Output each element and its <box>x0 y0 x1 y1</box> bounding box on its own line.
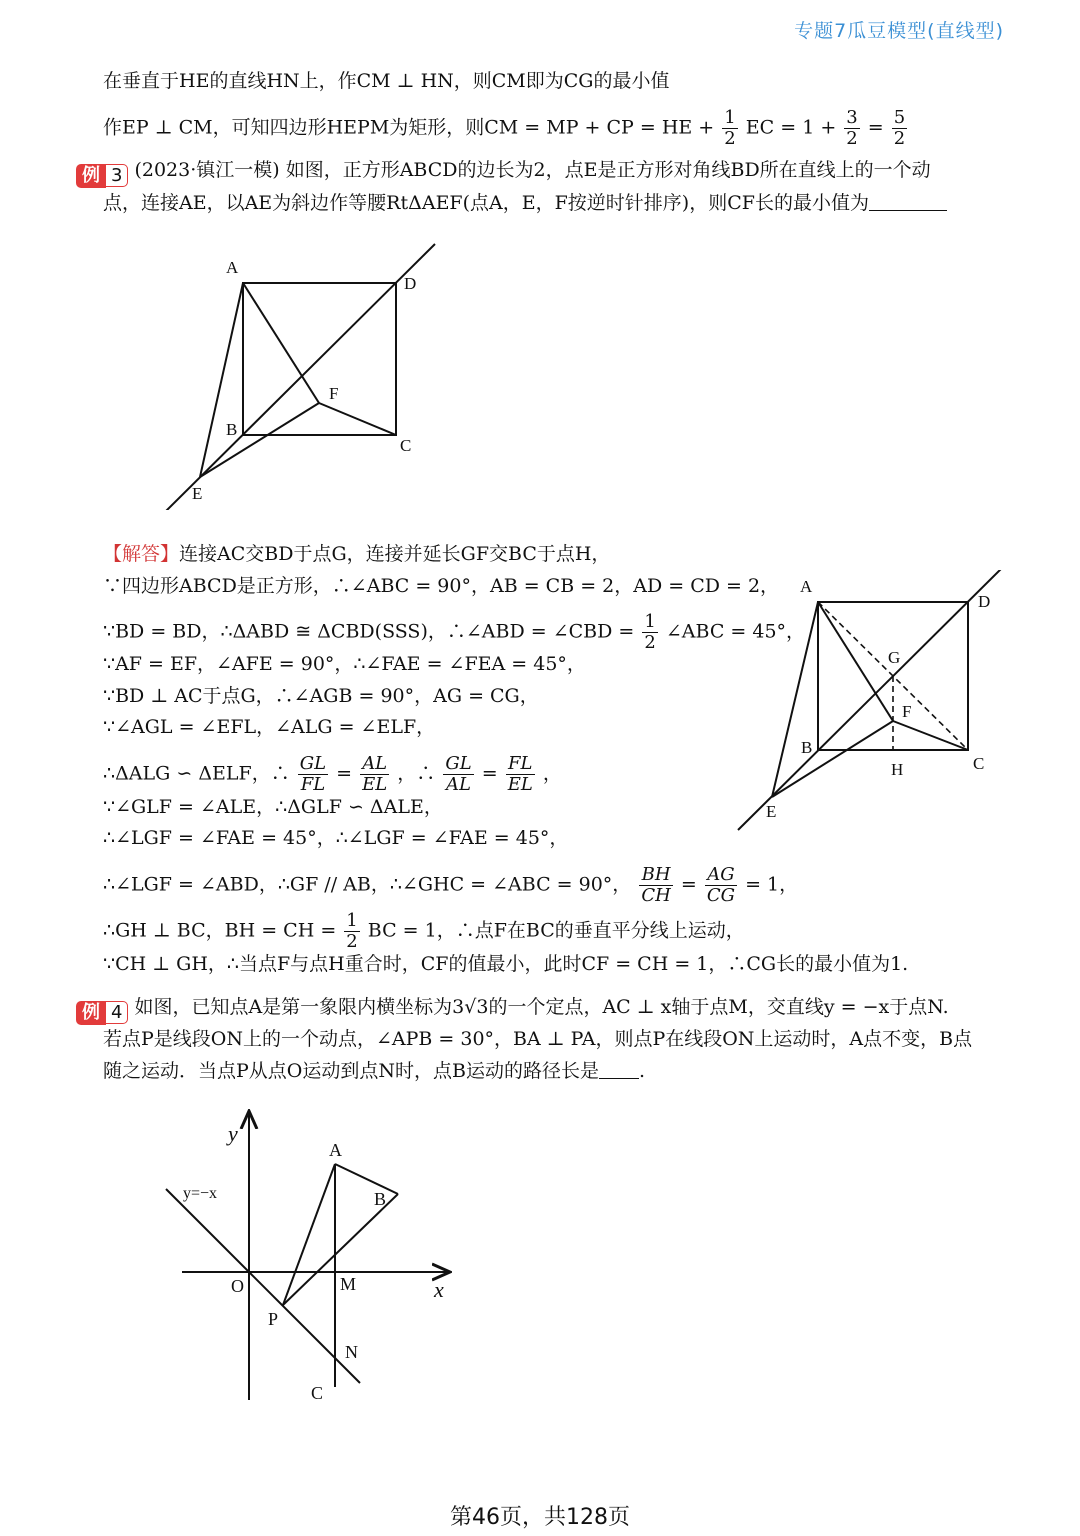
fraction: $\frac{GL}{FL}$ <box>299 753 327 795</box>
figure-solution <box>735 570 1020 835</box>
label-D: D <box>404 274 417 293</box>
label-D: D <box>978 592 991 611</box>
example-tag: 例 3 <box>76 162 128 186</box>
solution-line-11: ∵CH ⊥ GH，∴当点F与点H重合时，CF的值最小，此时CF = CH = 1，∴CG长的最小值为1. <box>103 953 909 975</box>
fraction: $\frac{5}{2}$ <box>893 107 906 149</box>
fraction: $\frac{1}{2}$ <box>724 107 736 149</box>
label-C: C <box>973 754 985 773</box>
example-4-line-1: 例 4 如图，已知点A是第一象限内横坐标为3√3的一个定点，AC ⊥ x轴于点M，交直线y = −x于点N. <box>76 994 949 1023</box>
solution-line-7: ∵∠GLF = ∠ALE，∴ΔGLF ∽ ΔALE， <box>103 796 443 818</box>
label-F: F <box>902 702 912 721</box>
solution-line-4: ∵BD ⊥ AC于点G，∴∠AGB = 90°，AG = CG， <box>103 685 539 707</box>
label-F: F <box>329 384 339 403</box>
answer-blank <box>869 192 947 211</box>
fraction: $\frac{3}{2}$ <box>846 107 858 149</box>
top-line-2: 作EP ⊥ CM，可知四边形HEPM为矩形，则CM = MP + CP = HE + $\frac{1}{2}$ EC = 1 + $\frac{3}{2}$ = $\frac{5}{2}$ <box>103 107 906 149</box>
label-P: P <box>268 1309 279 1329</box>
label-C: C <box>311 1383 324 1403</box>
solution-line-8: ∴∠LGF = ∠FAE = 45°，∴∠LGF = ∠FAE = 45°， <box>103 827 569 849</box>
label-line: y=−x <box>183 1185 218 1202</box>
page-footer: 第46页，共128页 <box>450 1505 630 1530</box>
fraction: $\frac{1}{2}$ <box>346 910 358 952</box>
fraction: $\frac{FL}{EL}$ <box>507 753 533 795</box>
label-B: B <box>226 420 238 439</box>
solution-line-10: ∴GH ⊥ BC，BH = CH = $\frac{1}{2}$ BC = 1，∴点F在BC的垂直平分线上运动， <box>103 910 745 952</box>
label-B: B <box>801 738 813 757</box>
label-E: E <box>766 802 777 821</box>
label-N: N <box>345 1342 358 1362</box>
label-E: E <box>192 484 203 503</box>
fraction: $\frac{1}{2}$ <box>644 611 656 653</box>
example-3-line-2: 点，连接AE，以AE为斜边作等腰RtΔAEF(点A，E，F按逆时针排序)，则CF长的最小值为 <box>103 190 947 216</box>
fraction: $\frac{AG}{CG}$ <box>706 864 736 906</box>
label-A: A <box>800 577 813 596</box>
answer-blank <box>599 1060 639 1079</box>
solution-line-1: ∵四边形ABCD是正方形，∴∠ABC = 90°，AB = CB = 2，AD = CD = 2， <box>103 575 780 597</box>
solution-line-0: 【解答】连接AC交BD于点G，连接并延长GF交BC于点H， <box>103 543 611 565</box>
solution-line-5: ∵∠AGL = ∠EFL，∠ALG = ∠ELF， <box>103 716 436 738</box>
example-3-line-1: 例 3 (2023·镇江一模) 如图，正方形ABCD的边长为2，点E是正方形对角线BD所在直线上的一个动 <box>76 157 931 186</box>
top-line-1: 在垂直于HE的直线HN上，作CM ⊥ HN，则CM即为CG的最小值 <box>103 70 670 92</box>
solution-line-2: ∵BD = BD，∴ΔABD ≅ ΔCBD(SSS)，∴∠ABD = ∠CBD = $\frac{1}{2}$ ∠ABC = 45°， <box>103 611 806 653</box>
example-4-line-3: 随之运动．当点P从点O运动到点N时，点B运动的路径长是 . <box>103 1060 645 1082</box>
label-A: A <box>226 258 239 277</box>
fraction: $\frac{BH}{CH}$ <box>641 864 671 906</box>
label-O: O <box>231 1276 244 1296</box>
example-4-line-2: 若点P是线段ON上的一个动点，∠APB = 30°，BA ⊥ PA，则点P在线段ON上运动时，A点不变，B点 <box>103 1028 973 1050</box>
label-y: y <box>228 1121 238 1146</box>
example-tag: 例 4 <box>76 999 128 1023</box>
solution-line-3: ∵AF = EF，∠AFE = 90°，∴∠FAE = ∠FEA = 45°， <box>103 653 586 675</box>
figure-ex3 <box>150 235 450 510</box>
label-C: C <box>400 436 412 455</box>
solution-line-9: ∴∠LGF = ∠ABD，∴GF // AB，∴∠GHC = ∠ABC = 90°， $\frac{BH}{CH}$ = $\frac{AG}{CG}$ = 1， <box>103 864 799 906</box>
solution-line-6: ∴ΔALG ∽ ΔELF，∴ $\frac{GL}{FL}$ = $\frac{AL}{EL}$ ，∴ $\frac{GL}{AL}$ = $\frac{FL}{EL}$ ， <box>103 753 562 795</box>
label-B: B <box>374 1189 387 1209</box>
label-M: M <box>340 1274 357 1294</box>
header-title: 专题7瓜豆模型(直线型) <box>794 20 1004 42</box>
label-A: A <box>329 1140 342 1160</box>
fraction: $\frac{AL}{EL}$ <box>362 753 388 795</box>
label-H: H <box>891 760 904 779</box>
label-x: x <box>434 1277 444 1302</box>
figure-ex4 <box>160 1105 460 1410</box>
fraction: $\frac{GL}{AL}$ <box>445 753 472 795</box>
label-G: G <box>888 648 901 667</box>
